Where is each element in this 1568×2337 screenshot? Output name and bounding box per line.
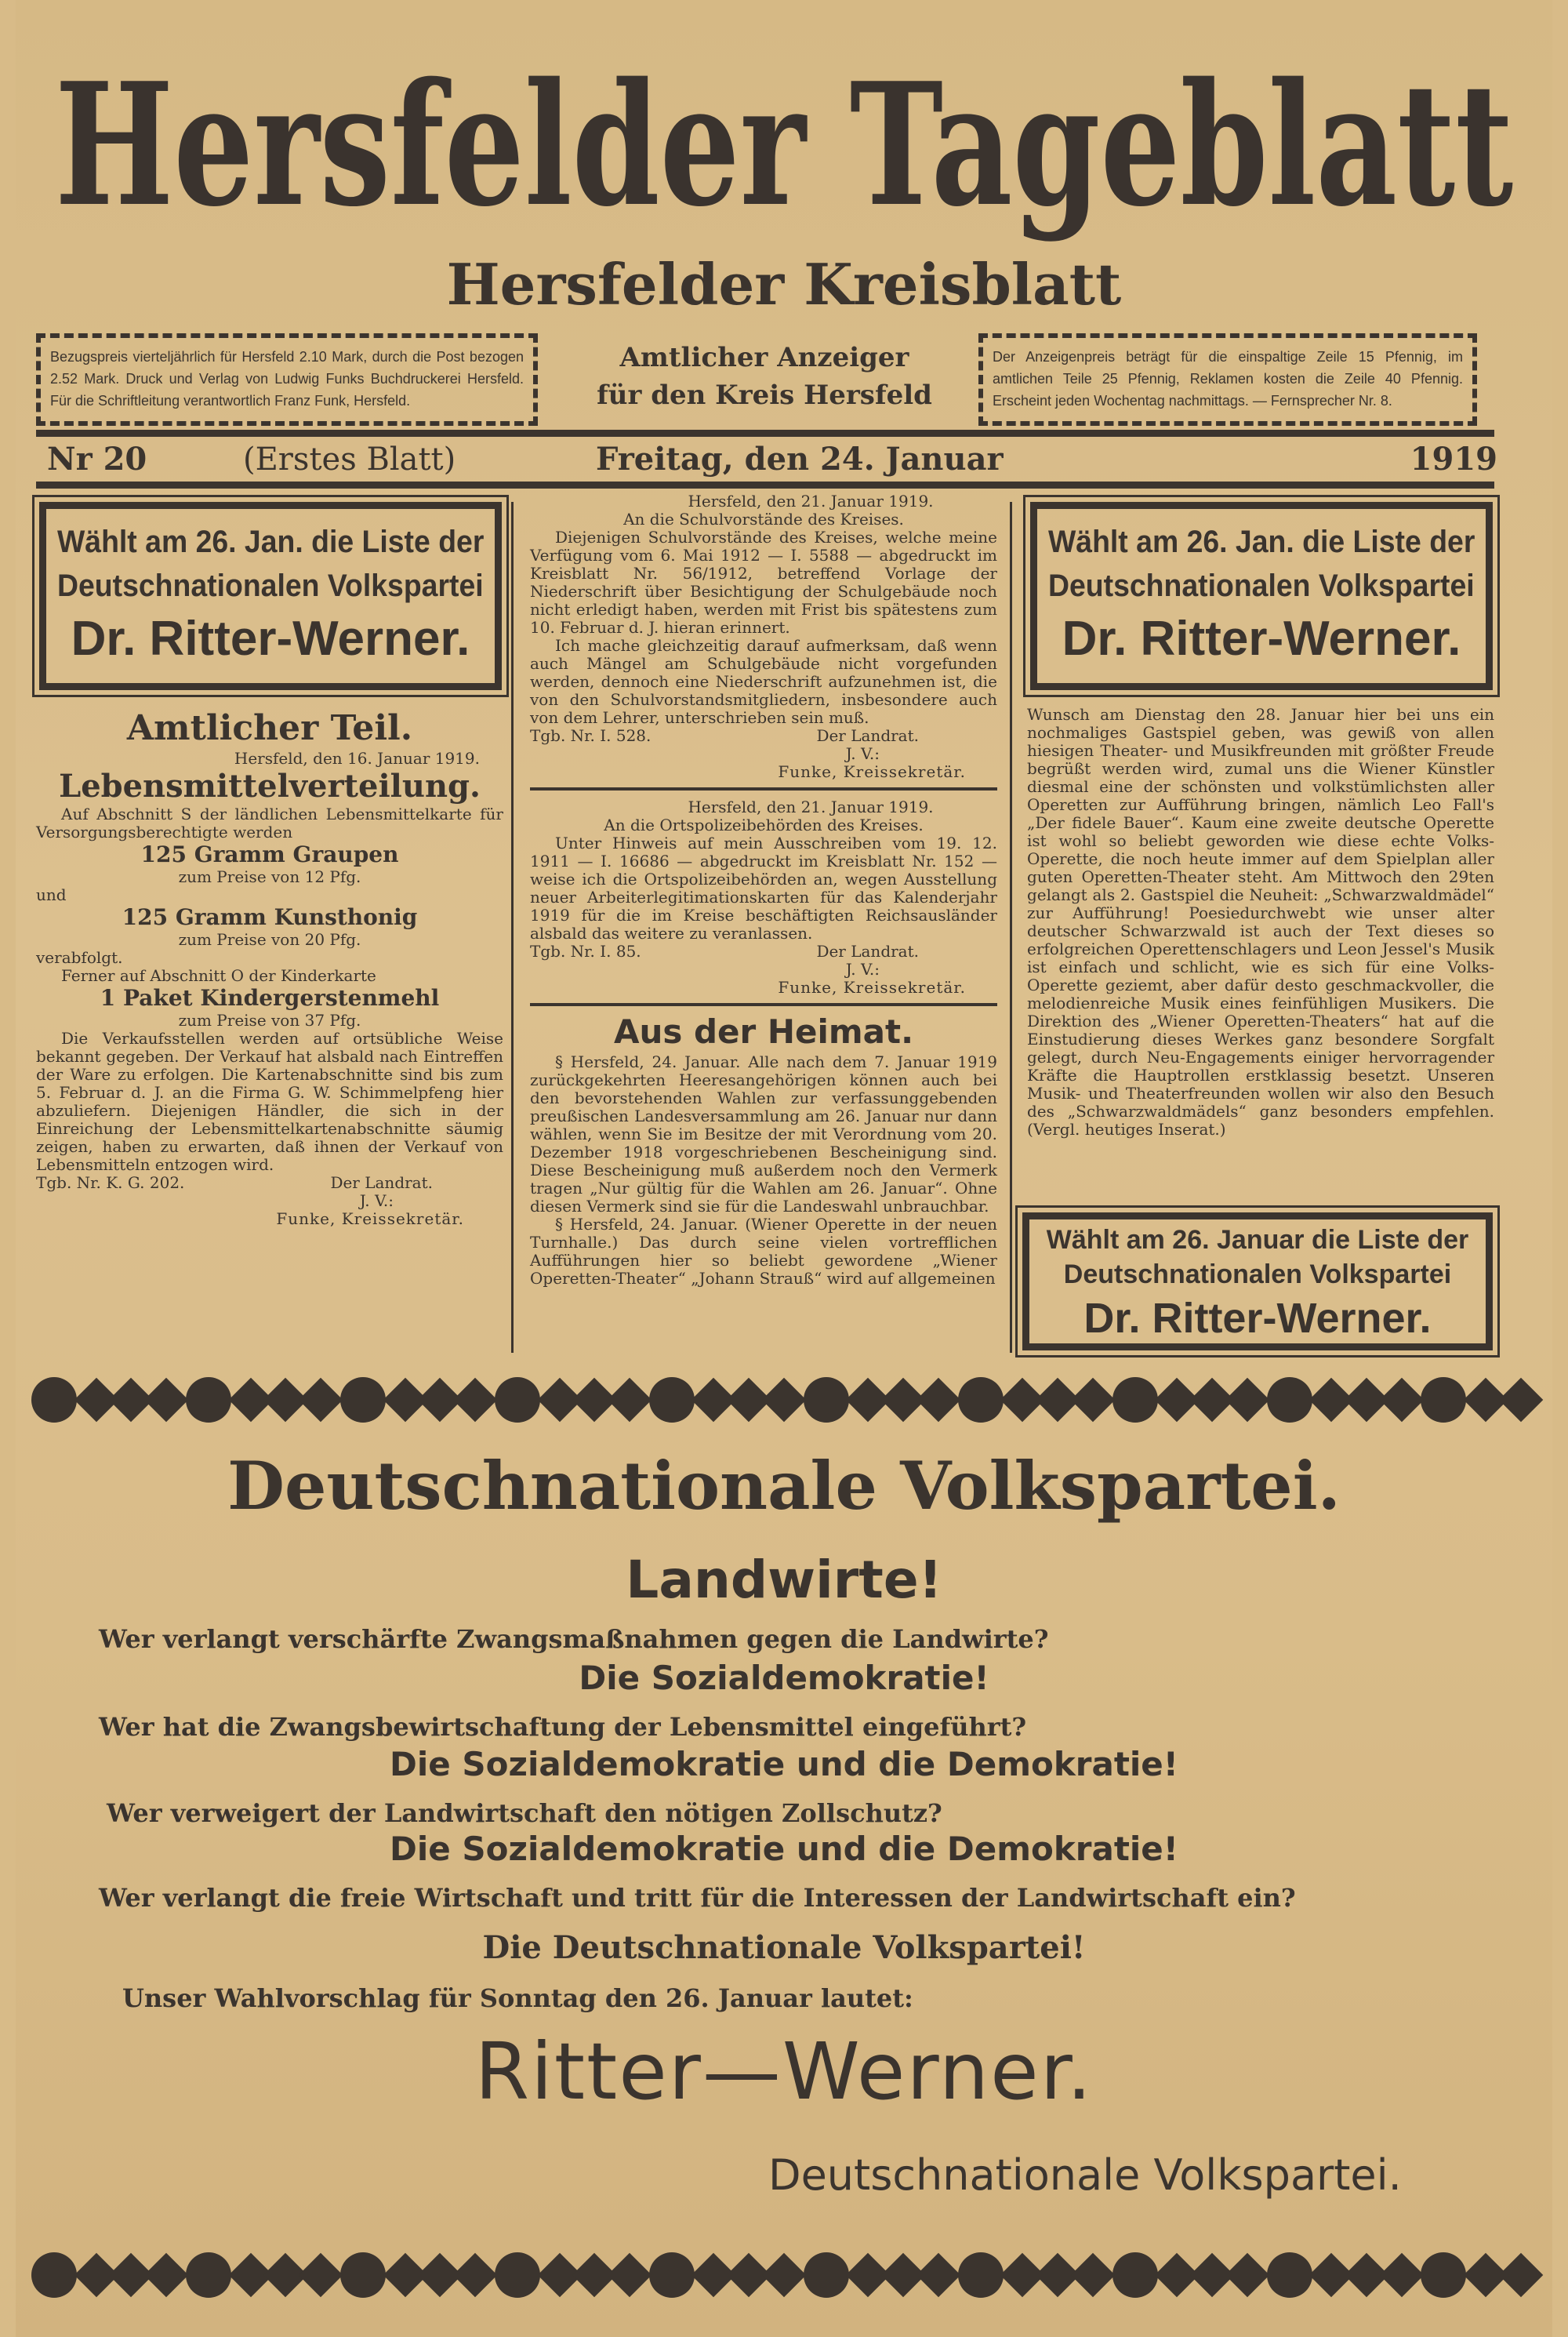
gazette-line-1: Amtlicher Anzeiger	[619, 342, 909, 373]
candidate-name: Ritter—Werner.	[474, 2026, 1094, 2117]
signer: Der Landrat.	[816, 726, 919, 745]
signer-iv: J. V.:	[845, 960, 880, 979]
section-heading: Amtlicher Teil.	[126, 708, 413, 748]
question: Wer verweigert der Landwirtschaft den nötigen Zollschutz?	[107, 1798, 942, 1828]
circle-ornament-icon	[495, 2252, 540, 2298]
question: Wer hat die Zwangsbewirtschaftung der Lebensmittel eingeführt?	[99, 1712, 1027, 1742]
signer-name: Funke, Kreissekretär.	[276, 1209, 464, 1228]
circle-ornament-icon	[804, 1377, 849, 1423]
signer: Der Landrat.	[816, 942, 919, 961]
ad-line: Deutschnationalen Volkspartei	[57, 569, 484, 603]
diamond-ornament-icon	[1225, 1378, 1269, 1423]
sheet-label: (Erstes Blatt)	[243, 442, 456, 478]
diamond-ornament-icon	[1071, 2253, 1116, 2298]
diamond-ornament-icon	[299, 1378, 343, 1423]
diamond-ornament-icon	[608, 1378, 652, 1423]
newspaper-page	[16, 0, 1552, 2337]
circle-ornament-icon	[340, 2252, 386, 2298]
paragraph: Unter Hinweis auf mein Ausschreiben vom 19. 12. 1911 — I. 16686 — abgedruckt im Kreisblatt Nr. 152 — weise ich die Ortspolizeibehörden an, wegen Ausstellung neuer Arbeiterlegitimationskarten für das Kalenderjahr 1919 für die im Kreise beschäftigten Reichsausländer alsbald das weitere zu veranlassen.	[530, 834, 997, 943]
signer-name: Funke, Kreissekretär.	[778, 762, 966, 781]
official-gazette-label	[557, 339, 972, 414]
article-heading: Lebensmittelverteilung.	[59, 768, 481, 805]
diamond-ornament-icon	[1379, 2253, 1424, 2298]
middle-column	[530, 492, 997, 1288]
signer: Der Landrat.	[330, 1173, 433, 1192]
signer-iv: J. V.:	[845, 744, 880, 763]
circle-ornament-icon	[31, 2252, 77, 2298]
diamond-ornament-icon	[453, 2253, 498, 2298]
divider	[36, 482, 1494, 489]
ornament-border	[31, 1374, 1537, 1426]
circle-ornament-icon	[1267, 2252, 1312, 2298]
diamond-ornament-icon	[916, 1378, 961, 1423]
text: und	[36, 885, 67, 904]
place-date: Hersfeld, den 21. Januar 1919.	[688, 492, 934, 511]
paragraph: Ferner auf Abschnitt O der Kinderkarte	[61, 966, 376, 985]
reference-number: Tgb. Nr. K. G. 202.	[36, 1173, 185, 1192]
circle-ornament-icon	[649, 2252, 695, 2298]
party-name-heading: Deutschnationale Volkspartei.	[227, 1447, 1341, 1525]
reference-number: Tgb. Nr. I. 528.	[530, 726, 652, 745]
election-ad-right	[1030, 502, 1493, 690]
right-column	[1027, 706, 1494, 1139]
gazette-line-2: für den Kreis Hersfeld	[597, 380, 932, 411]
circle-ornament-icon	[31, 1377, 77, 1423]
proposal-text: Unser Wahlvorschlag für Sonntag den 26. Januar lautet:	[122, 1983, 913, 2013]
ad-candidate: Dr. Ritter-Werner.	[1083, 1295, 1432, 1342]
ration-price: zum Preise von 12 Pfg.	[178, 867, 361, 886]
subscription-info-box: Bezugspreis vierteljährlich für Hersfeld 2.10 Mark, durch die Post bezogen 2.52 Mark. Druck und Verlag von Ludwig Funks Buchdruckerei Hersfeld. Für die Schriftleitung verantwortlich Franz Funk, Hersfeld.	[36, 333, 538, 426]
circle-ornament-icon	[804, 2252, 849, 2298]
notice-addressee: An die Schulvorstände des Kreises.	[623, 510, 904, 529]
party-signature: Deutschnationale Volkspartei.	[768, 2150, 1402, 2200]
circle-ornament-icon	[1112, 2252, 1158, 2298]
ration-item: 125 Gramm Kunsthonig	[122, 904, 418, 930]
advert-price-info-box: Der Anzeigenpreis beträgt für die einspaltige Zeile 15 Pfennig, im amtlichen Teile 25 Pfennig, Reklamen kosten die Zeile 40 Pfennig. Erscheint jeden Wochentag nachmittags. — Fernsprecher Nr. 8.	[978, 333, 1477, 426]
ornament-border	[31, 2249, 1537, 2301]
paragraph: Diejenigen Schulvorstände des Kreises, welche meine Verfügung vom 6. Mai 1912 — I. 5588 — abgedruckt im Kreisblatt Nr. 56/1912, betreffend Vorlage der Niederschrift über Besichtigung der Schulgebäude noch nicht erledigt haben, werden mit Frist bis spätestens zum 10. Februar d. J. hieran erinnert.	[530, 528, 997, 637]
diamond-ornament-icon	[453, 1378, 498, 1423]
diamond-ornament-icon	[762, 2253, 807, 2298]
circle-ornament-icon	[649, 1377, 695, 1423]
paragraph: Die Verkaufsstellen werden auf ortsübliche Weise bekannt gegeben. Der Verkauf hat alsbald nach Eintreffen der Ware zu erfolgen. Die Kartenabschnitte sind bis zum 5. Februar d. J. an die Firma G. W. Schimmelpfeng hier abzuliefern. Diejenigen Händler, die sich in der Einreichung der Lebensmittelkartenabschnitte säumig zeigen, haben zu erwarten, daß ihnen der Verkauf von Lebensmitteln entzogen wird.	[36, 1029, 503, 1174]
circle-ornament-icon	[958, 2252, 1004, 2298]
paragraph: Ich mache gleichzeitig darauf aufmerksam, daß wenn auch Mängel am Schulgebäude nicht vorgefunden werden, dennoch eine Niederschrift aufzunehmen ist, die von den Schulvorstandsmitgliedern, insbesondere auch von dem Lehrer, unterschrieben sein muß.	[530, 636, 997, 727]
diamond-ornament-icon	[762, 1378, 807, 1423]
notice-addressee: An die Ortspolizeibehörden des Kreises.	[604, 816, 924, 834]
ad-line: Deutschnationalen Volkspartei	[1048, 569, 1475, 603]
ration-price: zum Preise von 37 Pfg.	[178, 1011, 361, 1030]
ration-price: zum Preise von 20 Pfg.	[178, 930, 361, 949]
ad-line: Wählt am 26. Jan. die Liste der	[1048, 525, 1475, 559]
column-divider	[511, 502, 514, 1353]
masthead-subtitle: Hersfelder Kreisblatt	[446, 251, 1122, 318]
diamond-ornament-icon	[1379, 1378, 1424, 1423]
diamond-ornament-icon	[916, 2253, 961, 2298]
answer: Die Sozialdemokratie!	[579, 1659, 989, 1697]
question: Wer verlangt verschärfte Zwangsmaßnahmen gegen die Landwirte?	[99, 1624, 1049, 1654]
answer: Die Sozialdemokratie und die Demokratie!	[390, 1745, 1178, 1783]
diamond-ornament-icon	[1499, 1378, 1544, 1423]
election-ad-bottom	[1022, 1212, 1493, 1350]
circle-ornament-icon	[340, 1377, 386, 1423]
dateline	[47, 438, 1497, 482]
circle-ornament-icon	[958, 1377, 1004, 1423]
diamond-ornament-icon	[1071, 1378, 1116, 1423]
diamond-ornament-icon	[299, 2253, 343, 2298]
answer: Die Sozialdemokratie und die Demokratie!	[390, 1830, 1178, 1868]
masthead-title: Hersfelder Tageblatt	[55, 45, 1514, 244]
paragraph: § Hersfeld, 24. Januar. (Wiener Operette in der neuen Turnhalle.) Das durch seine vielen vortrefflichen Aufführungen hier so beliebt gewordene „Wiener Operetten-Theater“ „Johann Strauß“ wird auf allgemeinen	[530, 1215, 997, 1288]
circle-ornament-icon	[186, 1377, 231, 1423]
election-ad-left	[39, 502, 502, 690]
ad-line: Deutschnationalen Volkspartei	[1063, 1259, 1452, 1289]
answer: Die Deutschnationale Volkspartei!	[482, 1929, 1086, 1966]
circle-ornament-icon	[495, 1377, 540, 1423]
divider	[530, 1003, 997, 1006]
section-heading: Aus der Heimat.	[613, 1012, 914, 1051]
paragraph: § Hersfeld, 24. Januar. Alle nach dem 7. Januar 1919 zurückgekehrten Heeresangehörigen können auch bei den bevorstehenden Wahlen zur verfassunggebenden preußischen Landesversammlung am 26. Januar nur dann wählen, wenn Sie im Besitze der mit Verordnung vom 20. Dezember 1918 vorgeschriebenen Bescheinigung sind. Diese Bescheinigung muß außerdem noch den Vermerk tragen „Nur gültig für die Wahlen am 26. Januar“. Ohne diesen Vermerk sind sie für die Landeswahl unbrauchbar.	[530, 1052, 997, 1216]
question: Wer verlangt die freie Wirtschaft und tritt für die Interessen der Landwirtschaft ein?	[99, 1883, 1296, 1913]
ration-item: 1 Paket Kindergerstenmehl	[100, 985, 440, 1011]
ad-line: Wählt am 26. Jan. die Liste der	[57, 525, 485, 559]
ad-line: Wählt am 26. Januar die Liste der	[1046, 1225, 1469, 1255]
column-divider	[1010, 502, 1012, 1353]
reference-number: Tgb. Nr. I. 85.	[530, 942, 641, 961]
official-section	[36, 707, 503, 1228]
ad-candidate: Dr. Ritter-Werner.	[1062, 612, 1461, 666]
issue-date: Freitag, den 24. Januar	[596, 441, 1004, 478]
place-date: Hersfeld, den 16. Januar 1919.	[234, 749, 480, 768]
signer-name: Funke, Kreissekretär.	[778, 978, 966, 997]
circle-ornament-icon	[1421, 1377, 1466, 1423]
issue-year: 1919	[1410, 441, 1497, 478]
headline: Landwirte!	[626, 1550, 942, 1610]
circle-ornament-icon	[1267, 1377, 1312, 1423]
text: verabfolgt.	[36, 948, 123, 967]
diamond-ornament-icon	[144, 2253, 189, 2298]
divider	[530, 787, 997, 791]
diamond-ornament-icon	[608, 2253, 652, 2298]
paragraph: Wunsch am Dienstag den 28. Januar hier bei uns ein nochmaliges Gastspiel geben, was gewiß von allen hiesigen Theater- und Musikfreunden mit größter Freude begrüßt werden wird, zumal uns die Wiener Künstler diesmal eine der schönsten und volkstümlichsten aller Operetten zur Aufführung bringen, nämlich Leo Fall's „Der fidele Bauer“. Kaum eine zweite deutsche Operette ist wohl so beliebt geworden wie diese echte Volks-Operette, die noch heute immer auf dem Spielplan aller guten Operetten-Theater steht. Am Mittwoch den 29ten gelangt als 2. Gastspiel die Neuheit: „Schwarzwaldmädel“ zur Aufführung! Poesiedurchwebt wie unser alter deutscher Schwarzwald ist auch der Text dieses so erfolgreichen Operettenschlagers und Leon Jessel's Musik ist einfach und schlicht, wie es sich für eine Volks-Operette geziemt, aber dafür desto geschmackvoller, die melodienreiche Musik eines feinfühligen Musikers. Die Direktion des „Wiener Operetten-Theaters“ hat auf die Einstudierung dieses Werkes ganz besondere Sorgfalt gelegt, durch Neu-Engagements einiger hervorragender Kräfte die Hauptrollen erstklassig besetzt. Unseren Musik- und Theaterfreunden wollen wir also den Besuch des „Schwarzwaldmädels“ ganz besonders empfehlen. (Vergl. heutiges Inserat.)	[1027, 705, 1494, 1139]
place-date: Hersfeld, den 21. Januar 1919.	[688, 798, 934, 816]
circle-ornament-icon	[186, 2252, 231, 2298]
ad-candidate: Dr. Ritter-Werner.	[71, 612, 470, 666]
diamond-ornament-icon	[1225, 2253, 1269, 2298]
signer-iv: J. V.:	[359, 1191, 394, 1210]
ration-item: 125 Gramm Graupen	[140, 841, 399, 867]
paragraph: Auf Abschnitt S der ländlichen Lebensmittelkarte für Versorgungsberechtigte werden	[36, 805, 503, 841]
circle-ornament-icon	[1112, 1377, 1158, 1423]
diamond-ornament-icon	[144, 1378, 189, 1423]
diamond-ornament-icon	[1499, 2253, 1544, 2298]
issue-number: Nr 20	[47, 441, 147, 478]
divider	[36, 430, 1494, 437]
circle-ornament-icon	[1421, 2252, 1466, 2298]
